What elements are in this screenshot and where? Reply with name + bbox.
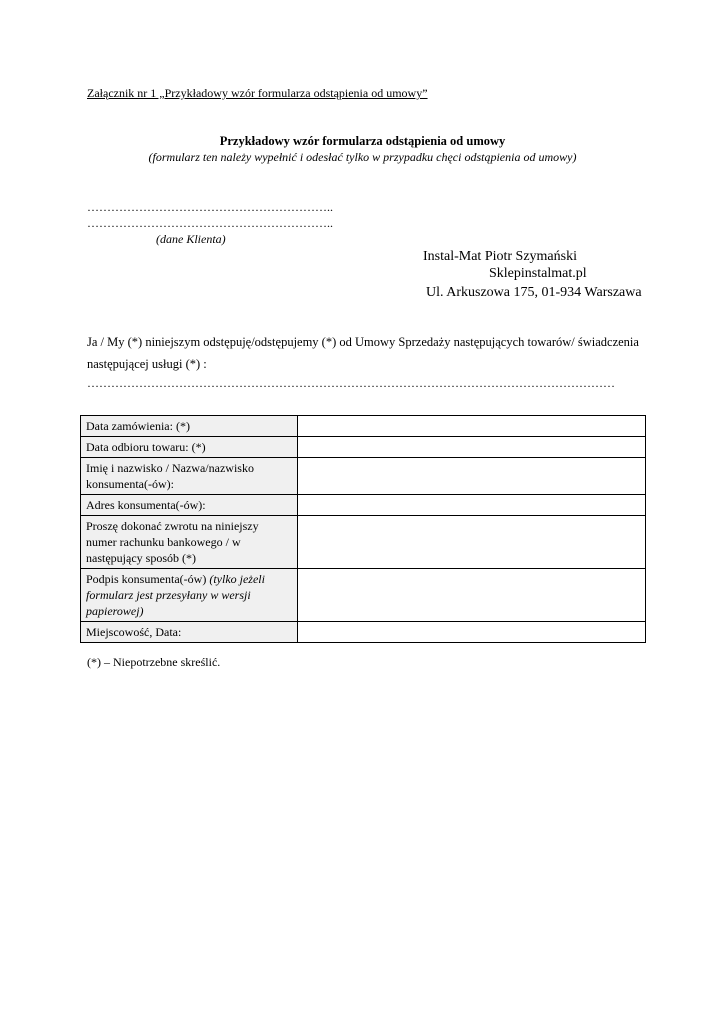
consumer-address-field[interactable] — [298, 495, 646, 516]
order-date-field[interactable] — [298, 416, 646, 437]
row-label-order-date: Data zamówienia: (*) — [81, 416, 298, 437]
row-label-consumer-name: Imię i nazwisko / Nazwa/nazwisko konsumenta(-ów): — [81, 458, 298, 495]
company-name: Instal-Mat Piotr Szymański — [423, 249, 577, 264]
withdrawal-declaration: Ja / My (*) niniejszym odstępuję/odstępujemy (*) od Umowy Sprzedaży następujących towarów/ świadczenia następującej usługi (*) : — [87, 335, 639, 371]
signature-field[interactable] — [298, 569, 646, 622]
table-row — [81, 622, 646, 643]
table-row — [81, 437, 646, 458]
document-title: Przykładowy wzór formularza odstąpienia od umowy — [219, 134, 506, 148]
signature-label: Podpis konsumenta(-ów) — [86, 572, 210, 586]
consumer-name-field[interactable] — [298, 458, 646, 495]
client-data-hint: (dane Klienta) — [156, 232, 226, 246]
table-row — [81, 495, 646, 516]
annex-heading: Załącznik nr 1 „Przykładowy wzór formularza odstąpienia od umowy” — [87, 86, 428, 100]
withdrawal-form-table — [80, 415, 646, 643]
signature-label-note: (tylko jeżeli formularz jest przesyłany w wersji papierowej) — [86, 572, 265, 618]
company-site: Sklepinstalmat.pl — [489, 266, 587, 281]
row-label-signature — [81, 569, 298, 622]
row-label-receipt-date: Data odbioru towaru: (*) — [81, 437, 298, 458]
client-data-line-2: …………………………………………………….. — [87, 216, 333, 230]
refund-method-field[interactable] — [298, 516, 646, 569]
row-label-refund-method: Proszę dokonać zwrotu na niniejszy numer rachunku bankowego / w następujący sposób (*) — [81, 516, 298, 569]
table-row — [81, 458, 646, 495]
place-date-field[interactable] — [298, 622, 646, 643]
table-row — [81, 516, 646, 569]
document-subtitle: (formularz ten należy wypełnić i odesłać tylko w przypadku chęci odstąpienia od umowy) — [148, 150, 577, 164]
footnote: (*) – Niepotrzebne skreślić. — [87, 655, 221, 669]
client-data-line-1: …………………………………………………….. — [87, 200, 333, 214]
table-row — [81, 569, 646, 622]
receipt-date-field[interactable] — [298, 437, 646, 458]
company-address: Ul. Arkuszowa 175, 01-934 Warszawa — [426, 285, 642, 300]
row-label-place-date: Miejscowość, Data: — [81, 622, 298, 643]
goods-description-line: …………………………………………………………………………………………………………………… — [87, 376, 615, 390]
row-label-consumer-address: Adres konsumenta(-ów): — [81, 495, 298, 516]
company-address-block — [0, 248, 725, 303]
table-row — [81, 416, 646, 437]
